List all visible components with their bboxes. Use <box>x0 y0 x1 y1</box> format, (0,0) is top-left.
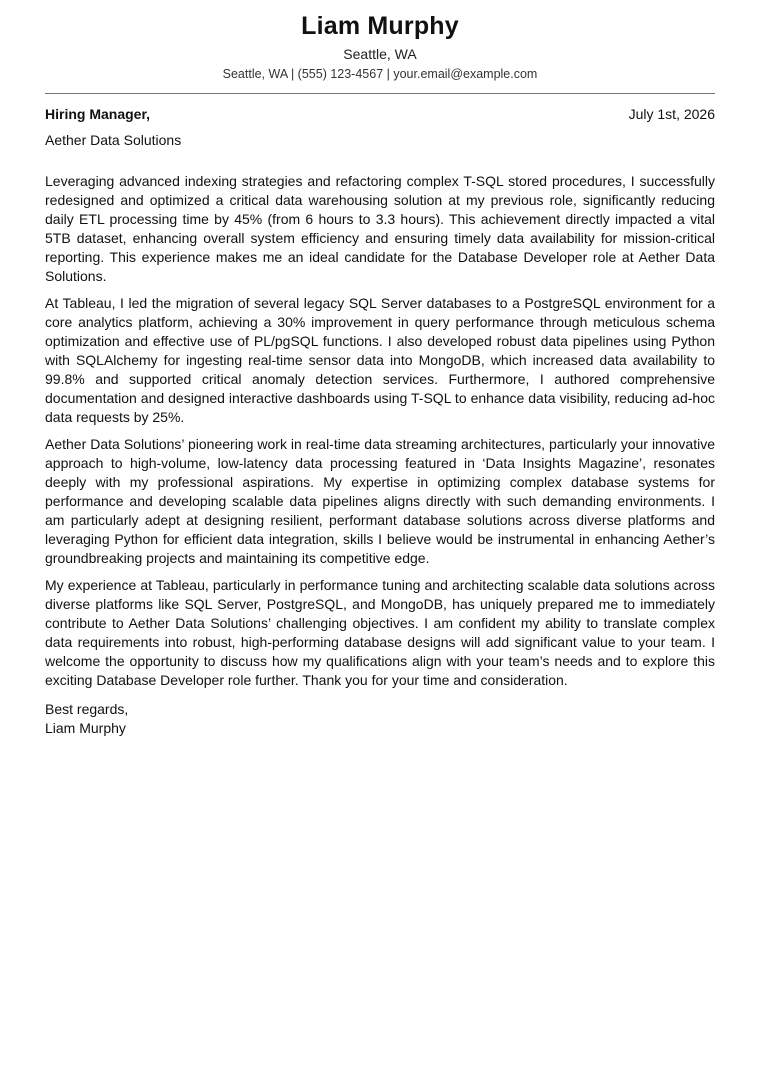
signature-name: Liam Murphy <box>45 720 126 736</box>
applicant-name: Liam Murphy <box>301 12 459 40</box>
recipient: Hiring Manager, <box>45 106 151 122</box>
letter-closing <box>45 700 715 738</box>
applicant-contact: Seattle, WA | (555) 123-4567 | your.email@example.com <box>222 67 538 81</box>
body-paragraph: Aether Data Solutions’ pioneering work in real-time data streaming architectures, particularly your innovative approach to high-volume, low-latency data processing featured in ‘Data Insights Magazine’, resonates deeply with my professional aspirations. My expertise in optimizing complex database systems for performance and developing scalable data pipelines aligns directly with such demanding environments. I am particularly adept at designing resilient, performant database solutions across diverse platforms and leveraging Python for efficient data integration, skills I believe would be instrumental in enhancing Aether’s groundbreaking projects and maintaining its competitive edge. <box>45 436 715 566</box>
letter-meta <box>45 105 715 123</box>
applicant-location: Seattle, WA <box>343 46 417 62</box>
body-paragraph: At Tableau, I led the migration of several legacy SQL Server databases to a PostgreSQL environment for a core analytics platform, achieving a 30% improvement in query performance through meticulous schema optimization and effective use of PL/pgSQL functions. I also developed robust data pipelines using Python with SQLAlchemy for ingesting real-time sensor data into MongoDB, which increased data availability to 99.8% and supported critical anomaly detection services. Furthermore, I authored comprehensive documentation and designed interactive dashboards using T-SQL to enhance data visibility, reducing ad-hoc data requests by 25%. <box>45 295 715 425</box>
closing-phrase: Best regards, <box>45 701 129 717</box>
body-paragraph: Leveraging advanced indexing strategies and refactoring complex T-SQL stored procedures, I successfully redesigned and optimized a critical data warehousing solution at my previous role, significantly reducing daily ETL processing time by 45% (from 6 hours to 3.3 hours). This achievement directly impacted a vital 5TB dataset, enhancing overall system efficiency and ensuring timely data availability for mission-critical reporting. This experience makes me an ideal candidate for the Database Developer role at Aether Data Solutions. <box>45 173 715 284</box>
letter-body <box>45 172 715 690</box>
body-paragraph: My experience at Tableau, particularly in performance tuning and architecting scalable data solutions across diverse platforms like SQL Server, PostgreSQL, and MongoDB, has uniquely prepared me to immediately contribute to Aether Data Solutions’ challenging objectives. I am confident my ability to translate complex data requirements into robust, high-performing database designs will add significant value to your team. I welcome the opportunity to discuss how my qualifications align with your team’s needs and to explore this exciting Database Developer role further. Thank you for your time and consideration. <box>45 577 715 688</box>
header-divider <box>45 93 715 94</box>
letter-date: July 1st, 2026 <box>628 106 715 122</box>
company-name: Aether Data Solutions <box>45 132 182 148</box>
